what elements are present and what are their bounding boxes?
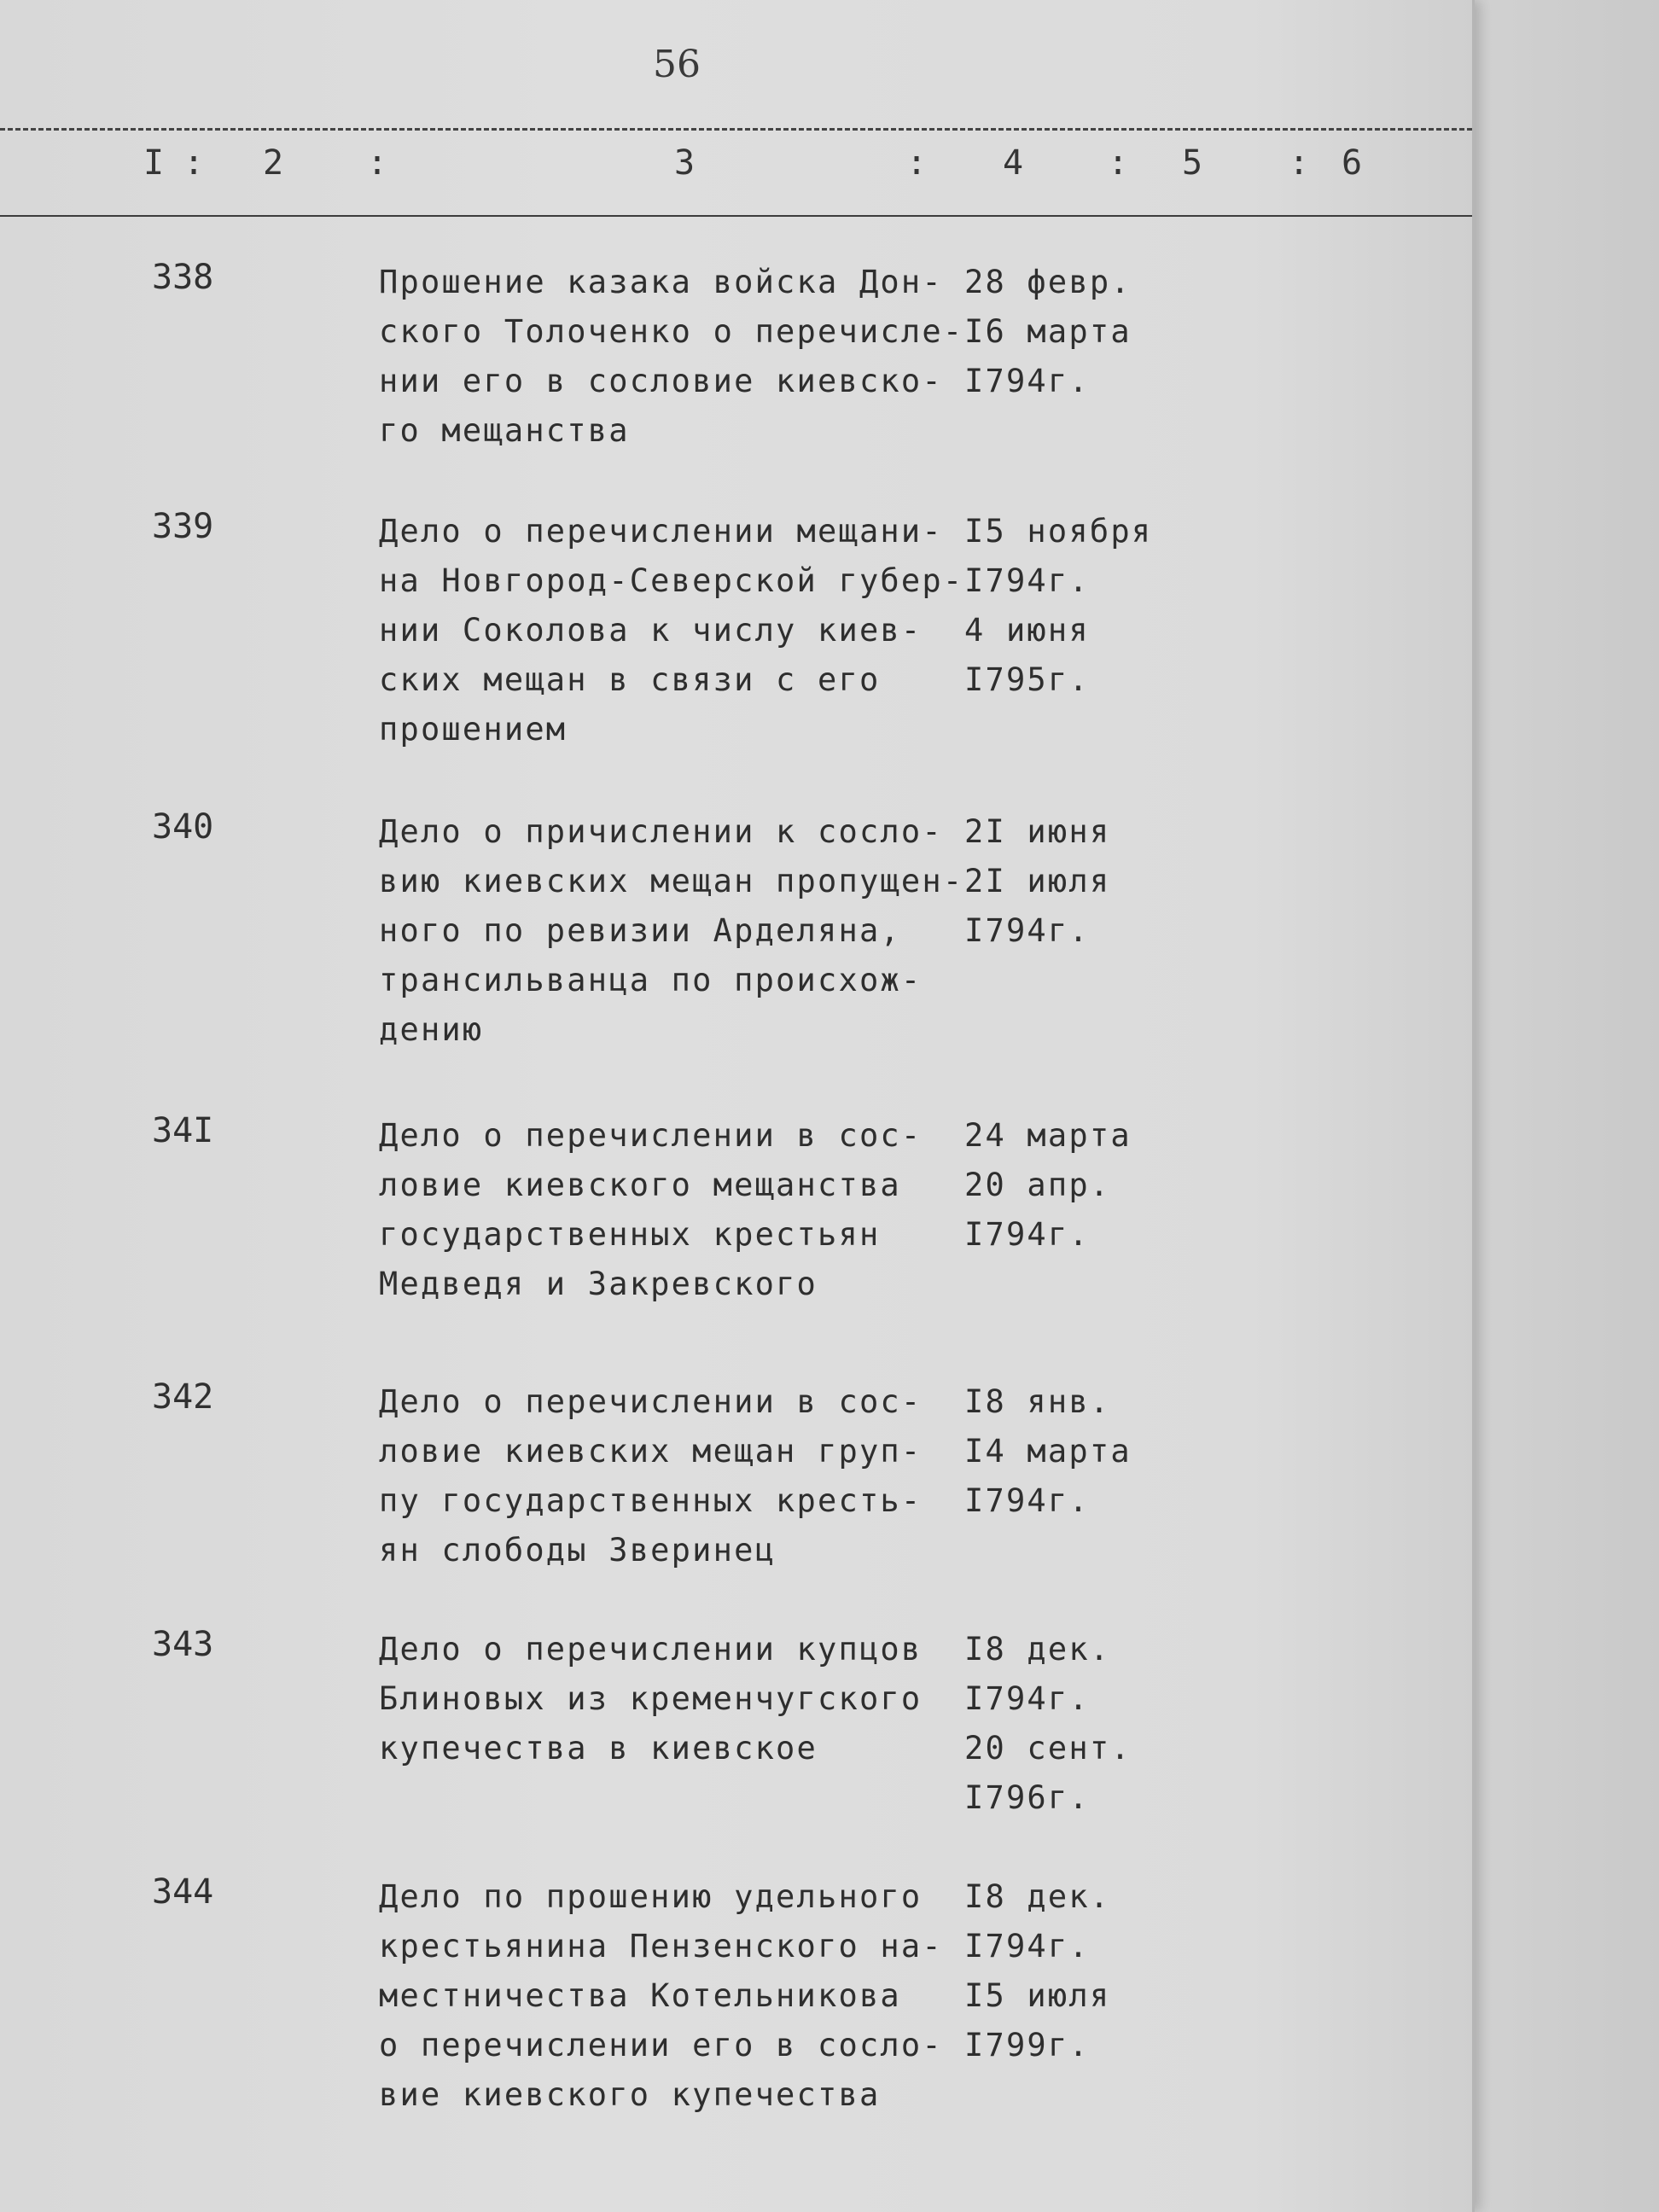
- description-line: вию киевских мещан пропущен-: [379, 863, 964, 899]
- description-line: Дело о причислении к сосло-: [379, 813, 943, 850]
- description-line: о перечислении его в сосло-: [379, 2027, 943, 2064]
- entry-number: 342: [152, 1377, 214, 1417]
- column-separator: :: [367, 143, 388, 183]
- description-line: Медведя и Закревского: [379, 1266, 818, 1302]
- entry-dates: [964, 1111, 1169, 1260]
- date-line: I8 дек.: [964, 1878, 1111, 1915]
- date-line: 20 апр.: [964, 1167, 1111, 1203]
- description-line: го мещанства: [379, 412, 630, 449]
- column-5-label: 5: [1182, 143, 1203, 183]
- date-line: I8 янв.: [964, 1383, 1111, 1420]
- description-line: дению: [379, 1011, 484, 1048]
- date-line: 2I июня: [964, 813, 1111, 850]
- entry-number: 338: [152, 258, 214, 297]
- date-line: I794г.: [964, 1928, 1090, 1965]
- entry-dates: [964, 258, 1169, 406]
- date-line: I5 ноября: [964, 513, 1153, 550]
- entry-description: [379, 1377, 959, 1575]
- column-separator: :: [183, 143, 205, 183]
- entry-dates: [964, 807, 1169, 956]
- entry-number: 34I: [152, 1111, 214, 1150]
- column-2-label: 2: [263, 143, 284, 183]
- description-line: пу государственных кресть-: [379, 1482, 923, 1519]
- date-line: I794г.: [964, 363, 1090, 399]
- description-line: нии Соколова к числу киев-: [379, 612, 923, 649]
- description-line: ного по ревизии Арделяна,: [379, 912, 901, 949]
- entry-number: 340: [152, 807, 214, 847]
- entry-number: 344: [152, 1872, 214, 1912]
- entry-number: 339: [152, 507, 214, 546]
- date-line: 4 июня: [964, 612, 1090, 649]
- entry-dates: [964, 507, 1169, 705]
- column-1-label: I: [143, 143, 165, 183]
- entry-description: [379, 258, 964, 456]
- entry-dates: [964, 1872, 1169, 2070]
- description-line: трансильванца по происхож-: [379, 962, 923, 998]
- date-line: I796г.: [964, 1779, 1090, 1816]
- column-separator: :: [1289, 143, 1310, 183]
- entry-dates: [964, 1377, 1169, 1526]
- description-line: Дело о перечислении мещани-: [379, 513, 943, 550]
- description-line: на Новгород-Северской губер-: [379, 562, 964, 599]
- column-header: [0, 143, 1472, 186]
- date-line: I795г.: [964, 661, 1090, 698]
- entry-number: 343: [152, 1625, 214, 1664]
- entry-description: [379, 507, 964, 754]
- page-number: 56: [653, 43, 701, 86]
- header-bottom-rule: [0, 215, 1472, 217]
- entry-description: [379, 1111, 959, 1309]
- date-line: I6 марта: [964, 313, 1132, 350]
- column-4-label: 4: [1003, 143, 1024, 183]
- description-line: Дело о перечислении в сос-: [379, 1117, 923, 1154]
- description-line: Дело по прошению удельного: [379, 1878, 923, 1915]
- entry-description: [379, 807, 964, 1055]
- date-line: I799г.: [964, 2027, 1090, 2064]
- description-line: прошением: [379, 711, 568, 748]
- description-line: крестьянина Пензенского на-: [379, 1928, 943, 1965]
- date-line: I794г.: [964, 1680, 1090, 1717]
- date-line: I794г.: [964, 1482, 1090, 1519]
- description-line: Дело о перечислении в сос-: [379, 1383, 923, 1420]
- date-line: I5 июля: [964, 1977, 1111, 2014]
- description-line: ского Толоченко о перечисле-: [379, 313, 964, 350]
- date-line: 20 сент.: [964, 1730, 1132, 1767]
- description-line: местничества Котельникова: [379, 1977, 901, 2014]
- date-line: I794г.: [964, 912, 1090, 949]
- column-separator: :: [1108, 143, 1129, 183]
- description-line: ловие киевского мещанства: [379, 1167, 901, 1203]
- column-6-label: 6: [1342, 143, 1363, 183]
- description-line: ловие киевских мещан груп-: [379, 1433, 923, 1470]
- date-line: I794г.: [964, 562, 1090, 599]
- description-line: Дело о перечислении купцов: [379, 1631, 923, 1668]
- description-line: ян слободы Зверинец: [379, 1532, 777, 1569]
- date-line: I8 дек.: [964, 1631, 1111, 1668]
- date-line: I794г.: [964, 1216, 1090, 1253]
- entry-description: [379, 1872, 959, 2120]
- date-line: 2I июля: [964, 863, 1111, 899]
- description-line: ских мещан в связи с его: [379, 661, 881, 698]
- description-line: нии его в сословие киевско-: [379, 363, 943, 399]
- date-line: 28 февр.: [964, 264, 1132, 300]
- description-line: вие киевского купечества: [379, 2076, 881, 2113]
- description-line: купечества в киевское: [379, 1730, 818, 1767]
- entry-dates: [964, 1625, 1169, 1823]
- header-top-rule: [0, 128, 1472, 131]
- description-line: Блиновых из кременчугского: [379, 1680, 923, 1717]
- column-separator: :: [906, 143, 928, 183]
- description-line: Прошение казака войска Дон-: [379, 264, 943, 300]
- date-line: 24 марта: [964, 1117, 1132, 1154]
- date-line: I4 марта: [964, 1433, 1132, 1470]
- entry-description: [379, 1625, 959, 1773]
- description-line: государственных крестьян: [379, 1216, 881, 1253]
- column-3-label: 3: [674, 143, 696, 183]
